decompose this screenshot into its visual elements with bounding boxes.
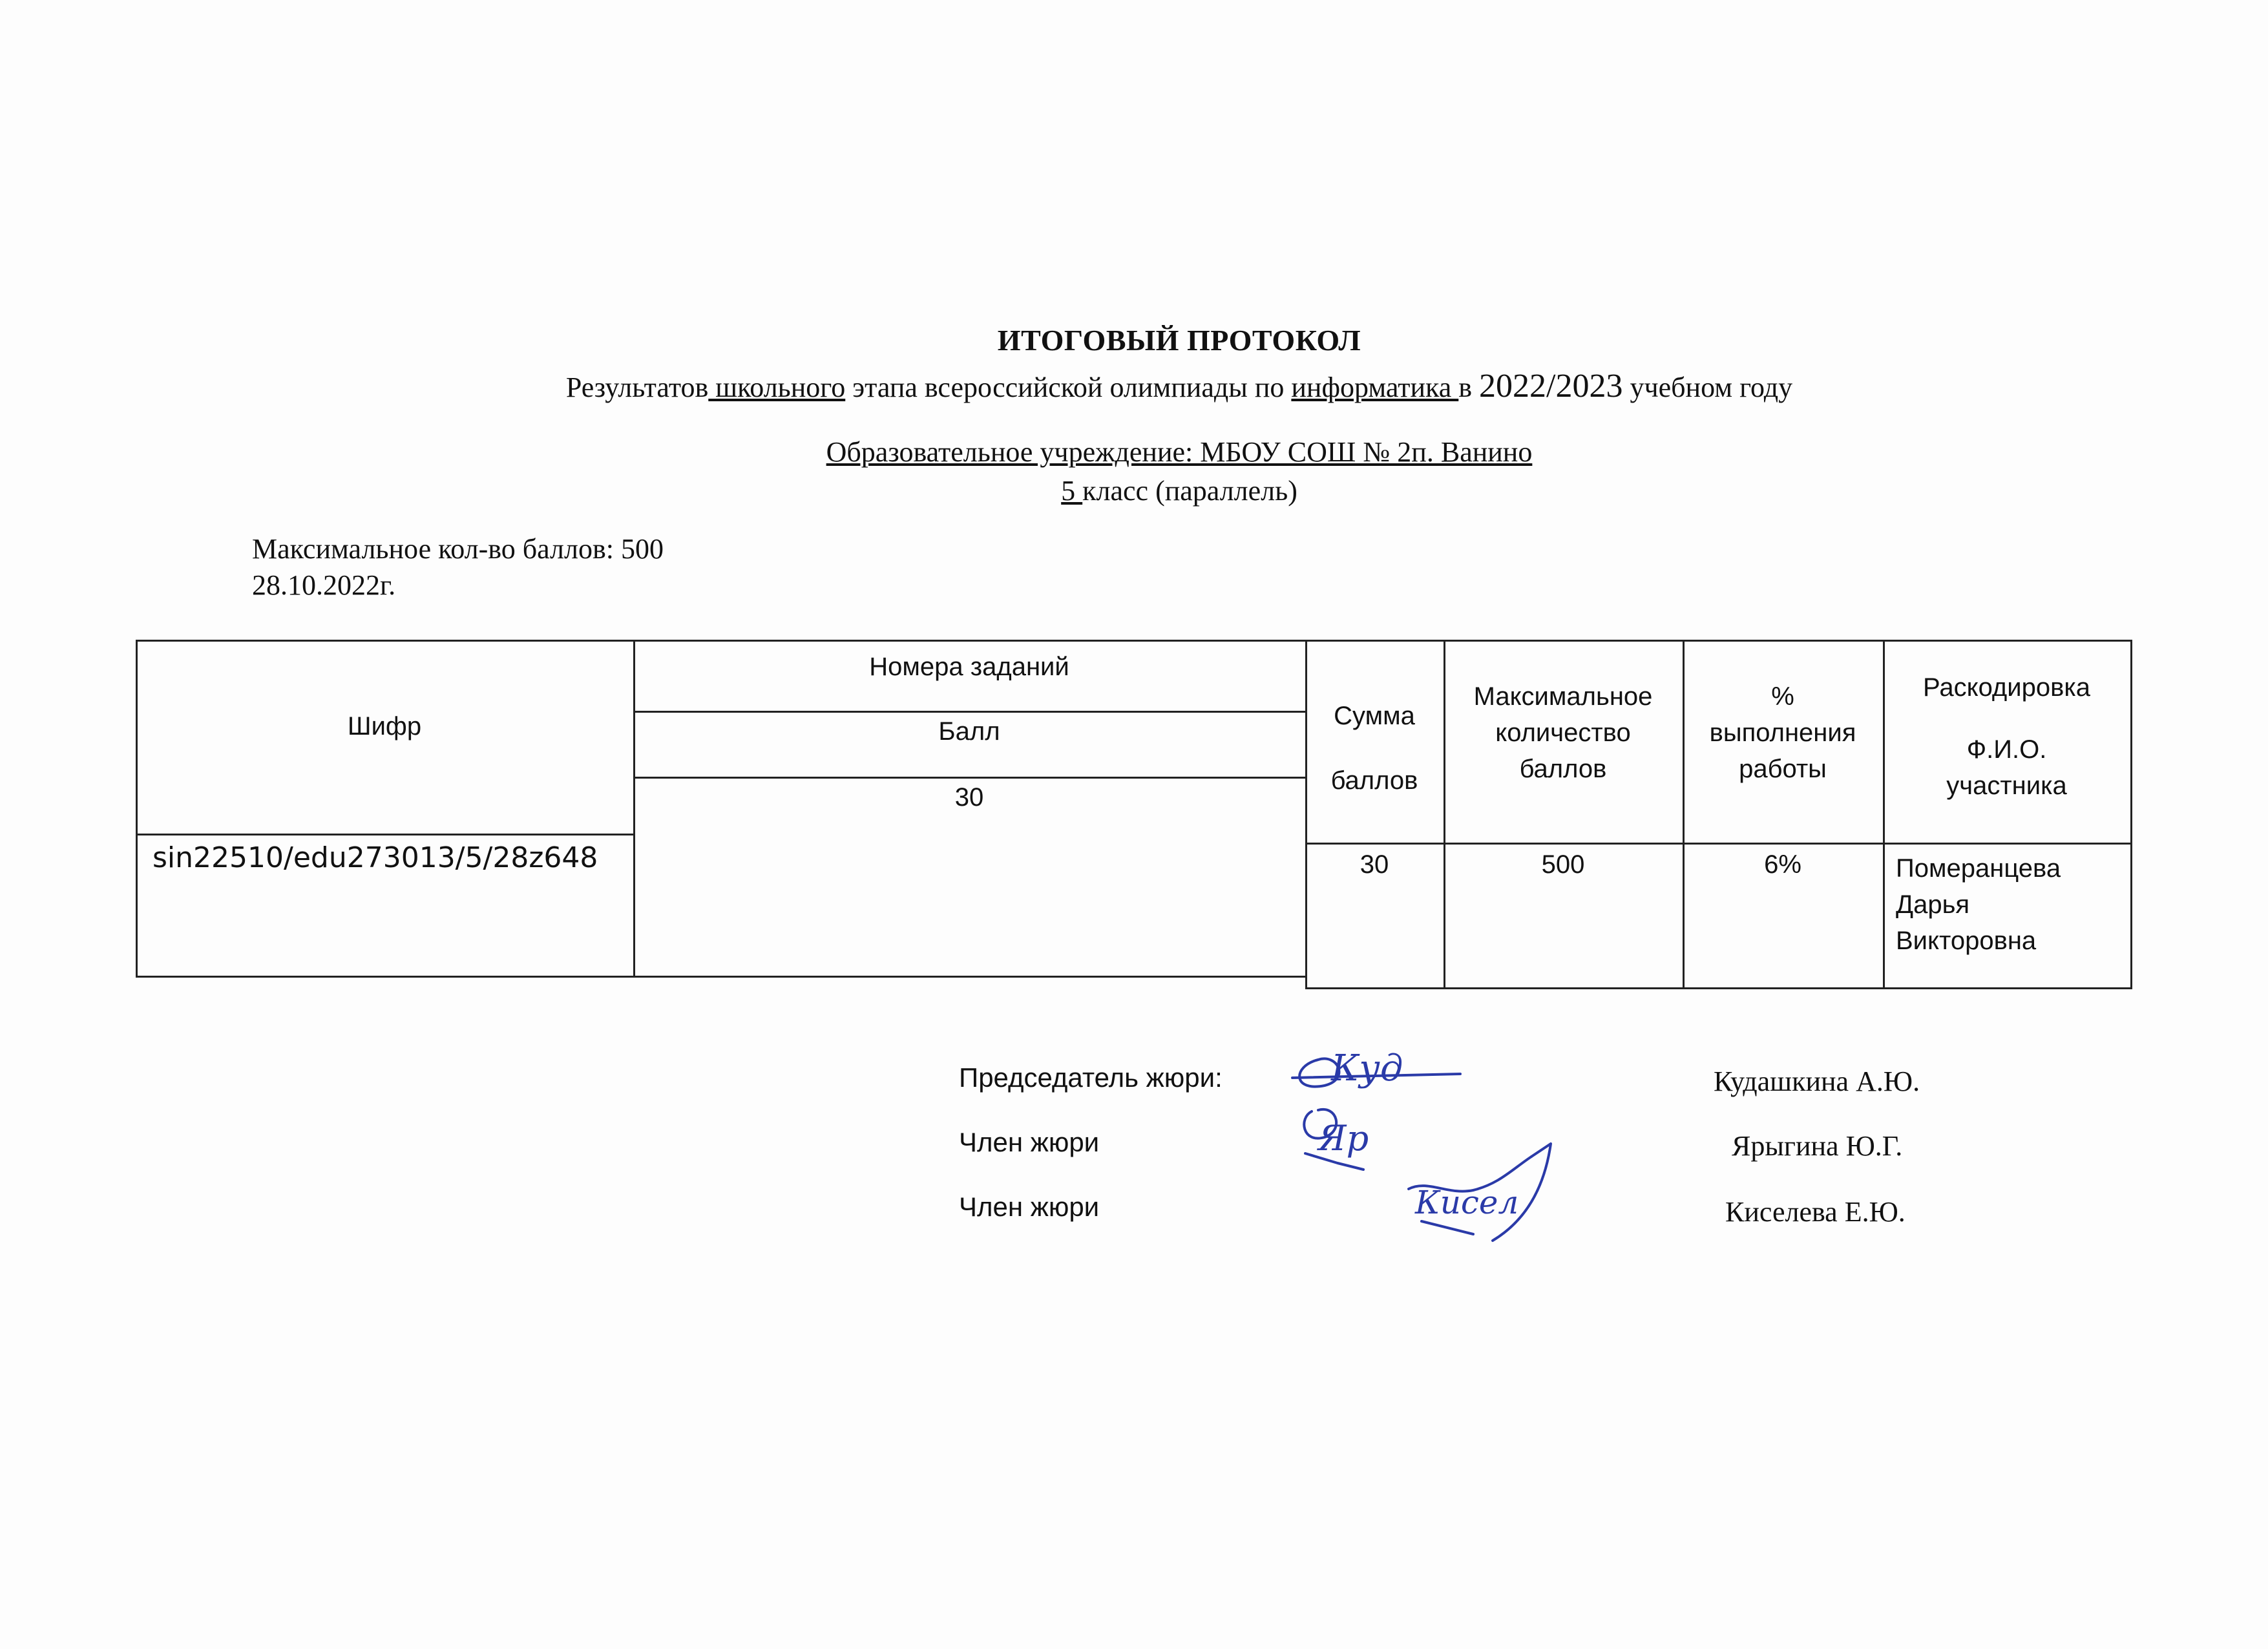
jury-chair-label: Председатель жюри: [959,1062,1223,1093]
document-title: ИТОГОВЫЙ ПРОТОКОЛ [997,324,1361,357]
max-points-line: Максимальное кол-во баллов: 500 [252,533,664,565]
table-line-right-row [1305,843,2132,845]
header-task-numbers: Номера заданий [869,653,1069,681]
document-subtitle [0,367,2268,405]
grade-suffix: класс (параллель) [1082,475,1297,507]
table-border-right [2130,640,2132,989]
olympiad-stage: школьного [708,372,846,403]
row-sum: 30 [1360,850,1389,879]
row-participant-name [1896,850,2128,959]
header-points: Балл [938,717,1000,746]
header-sum [1305,684,1444,813]
table-border-bottom-right [1305,987,2132,989]
signature-chair-text: Куд [1331,1047,1403,1089]
row-percent: 6% [1764,850,1801,879]
header-decode-line1: Раскодировка [1923,673,2090,702]
header-max-line1: Максимальное [1473,682,1653,711]
school-name: Образовательное учреждение: МБОУ СОШ № 2п. Ванино [826,436,1533,468]
jury-member2-label: Член жюри [959,1192,1100,1222]
jury-member2-name: Киселева Е.Ю. [1725,1196,1906,1228]
handwritten-signatures [1279,1040,1577,1254]
table-border-left [136,640,138,978]
header-max [1444,678,1683,787]
header-decode [1883,669,2130,804]
signature-member1-text: Яр [1318,1118,1369,1159]
row-max: 500 [1541,850,1585,879]
subtitle-in: в [1458,372,1480,403]
task-1-points: 30 [954,783,984,812]
max-points-block [252,531,664,604]
subtitle-suffix: учебном году [1622,372,1793,403]
subtitle-prefix: Результатов [565,372,709,403]
header-percent-line3: работы [1739,755,1827,783]
row-name-line3: Викторовна [1896,927,2037,955]
header-decode-line2: Ф.И.О. [1966,735,2047,764]
jury-member1-label: Член жюри [959,1127,1100,1157]
row-name-line1: Померанцева [1896,854,2061,883]
table-line-left-row [136,834,633,835]
olympiad-subject: информатика [1291,372,1459,403]
jury-chair-name: Кудашкина А.Ю. [1714,1066,1920,1097]
header-sum-line2: баллов [1330,766,1418,795]
header-max-line2: количество [1495,719,1631,747]
header-cipher: Шифр [347,712,422,740]
protocol-date: 28.10.2022г. [252,569,396,601]
grade-line [0,474,2268,507]
jury-member1-name: Ярыгина Ю.Г. [1732,1130,1903,1162]
row-name-line2: Дарья [1896,890,1970,919]
header-percent [1683,678,1883,787]
header-sum-line1: Сумма [1334,702,1415,730]
header-decode-line3: участника [1946,772,2067,800]
signature-member2-text: Кисел [1415,1184,1519,1221]
table-line-points-header [633,777,1305,779]
table-border-top [136,640,2132,642]
grade-number: 5 [1061,475,1083,507]
table-line-task-header [633,711,1305,713]
header-percent-line1: % [1771,682,1794,711]
header-percent-line2: выполнения [1709,719,1856,747]
academic-year: 2022/2023 [1479,368,1623,404]
header-max-line3: баллов [1519,755,1607,783]
subtitle-mid: этапа всероссийской олимпиады по [845,372,1292,403]
row-cipher: sin22510/edu273013/5/28z648 [152,841,598,874]
table-border-bottom-left [136,976,1305,978]
